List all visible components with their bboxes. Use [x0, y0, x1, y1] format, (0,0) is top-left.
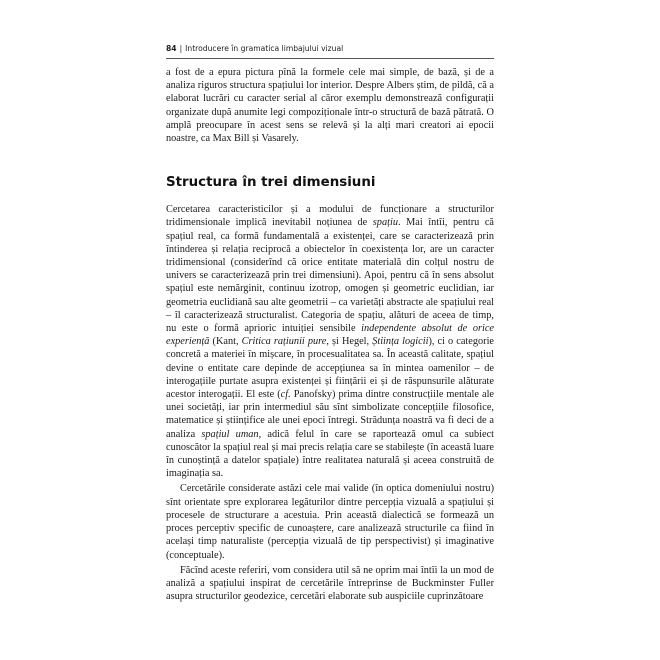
- emphasis-cf: cf.: [280, 389, 291, 401]
- intro-paragraph: a fost de a epura pictura pînă la formele cele mai simple, de bază, și de a analiza riguros structura spațiului lor interior. Despre Albers știm, de pildă, că a elaborat lucrări cu caracter serial al căror exemplu demonstrează configurații organizate după anumite legi compoziționale într-o structură de bază pătrată. O amplă preocupare în acest sens se relevă și la alți mari creatori ai epocii noastre, ca Max Bill și Vasarely.: [166, 67, 494, 145]
- running-title: Introducere în gramatica limbajului vizual: [185, 44, 344, 53]
- emphasis-spatiul-uman: spațiul uman: [201, 428, 259, 440]
- header-separator: |: [179, 44, 183, 53]
- paragraph-1: Cercetarea caracteristicilor și a modului de funcționare a structurilor tridimensionale implică inevitabil noțiunea de spațiu. Mai întîi, pentru că spațiul real, ca formă fundamentală a existenței, care se caracterizează prin întinderea și relația reciprocă a obiectelor în coexistența lor, are un caracter tridimensional (considerînd că orice entitate materială din colțul nostru de univers se caracterizează prin trei dimensiuni). Apoi, pentru că în sens absolut spațiul este nemărginit, continuu izotrop, omogen și geometric euclidian, iar geometria euclidiană sau alte geometrii – ca varietăți abstracte ale spațiului real – îl caracterizează structuralist. Categoria de spațiu, alături de aceea de timp, nu este o formă aprioric intuiției sensibile independente absolut de orice experiență (Kant, Critica rațiunii pure, și Hegel, Știința logicii), ci o categorie concretă a materiei în mișcare, în procesualitatea sa. În această calitate, spațiul devine o entitate care depinde de accepțiunea sa în mintea oamenilor – de interogațiile purtate asupra existenței și ființării ei și de răspunsurile alăturate acestor interogații. El este (cf. Panofsky) prima dintre construcțiile mentale ale unei societăți, iar prin intermediul său sînt simbolizate concepțiile filosofice, matematice și științifice ale unei epoci întregi. Strădunța noastră va fi deci de a analiza spațiul uman, adică felul în care se raportează omul ca subiect cunoscător la spațiul real și mai precis relația care se stabilește (în această luare în cunoștință a datelor spațiale) între realitatea naturală și aceea construită de imaginația sa.: [166, 204, 494, 480]
- header-rule: [166, 58, 494, 59]
- title-critica: Critica rațiunii pure: [241, 336, 327, 348]
- paragraph-2: Cercetările considerate astăzi cele mai valide (în optica domeniului nostru) sînt orientate spre explorarea legăturilor dintre percepția vizuală a spațiului și procesele de structurare a acestuia. Prin această dialectică se formează un proces perceptiv specific de cunoaștere, care analizează structurile ca fiind în același timp naturaliste (percepția vizuală de tip perspectivist) și imaginative (conceptuale).: [166, 483, 494, 561]
- emphasis-independente: independente absolut de orice experiență: [166, 323, 494, 348]
- emphasis-spatiu: spațiu: [372, 217, 398, 229]
- paragraph-3: Făcînd aceste referiri, vom considera util să ne oprim mai întîi la un mod de analiză a spațiului inspirat de cercetările întreprinse de Buckminster Fuller asupra structurilor geodezice, cercetări elaborate sub auspiciile cuprinzătoare: [166, 564, 494, 603]
- running-header: [166, 44, 494, 53]
- page-number: 84: [166, 44, 177, 53]
- title-stiinta: Știința logicii: [372, 336, 429, 348]
- body-text: [166, 66, 494, 603]
- section-title: Structura în trei dimensiuni: [166, 175, 376, 191]
